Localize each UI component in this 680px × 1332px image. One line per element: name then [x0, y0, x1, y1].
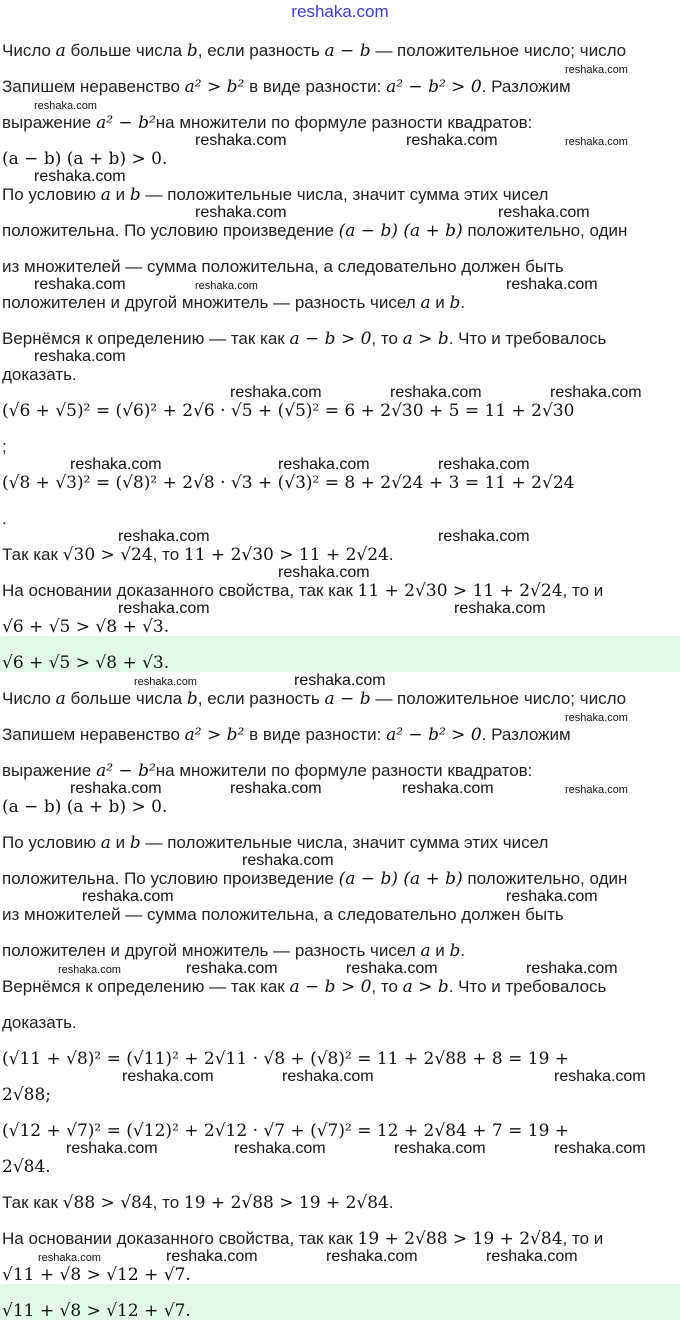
- text-row: [2, 797, 680, 816]
- watermark: reshaka.com: [402, 780, 494, 797]
- math-expression: 2√88;: [2, 1085, 52, 1105]
- math-expression: b: [129, 833, 141, 853]
- watermark: reshaka.com: [82, 888, 174, 905]
- math-expression: a: [55, 41, 66, 61]
- answer-box-2: [0, 1284, 680, 1320]
- math-expression: 2√84.: [2, 1157, 51, 1177]
- watermark: reshaka.com: [195, 204, 287, 221]
- math-expression: (a − b) (a + b): [338, 869, 463, 889]
- watermark: reshaka.com: [326, 1248, 418, 1265]
- math-expression: a² − b² > 0: [386, 77, 482, 97]
- text-segment: доказать.: [2, 1013, 77, 1032]
- text-row: [2, 41, 680, 60]
- watermark: reshaka.com: [390, 384, 482, 401]
- text-line: [0, 1104, 680, 1140]
- watermark: reshaka.com: [34, 348, 126, 365]
- watermark: reshaka.com: [438, 456, 530, 473]
- text-row: [2, 761, 680, 780]
- text-segment: — положительные числа, значит сумма этих чисел: [140, 833, 549, 852]
- text-segment: Вернёмся к определению — так как: [2, 329, 290, 348]
- text-segment: из множителей — сумма положительна, а следовательно должен быть: [2, 905, 564, 924]
- watermark: reshaka.com: [34, 168, 126, 185]
- watermark-row: [2, 384, 680, 401]
- watermark-row: [2, 1248, 680, 1265]
- text-segment: и: [430, 941, 450, 960]
- watermark: reshaka.com: [565, 712, 628, 724]
- watermark: reshaka.com: [394, 1140, 486, 1157]
- watermark-row: [2, 96, 680, 113]
- watermark: reshaka.com: [58, 964, 121, 976]
- text-row: [2, 113, 680, 132]
- answer-row: [2, 653, 680, 672]
- math-expression: a − b: [324, 689, 371, 709]
- text-segment: , то: [152, 1193, 184, 1212]
- text-segment: , то и: [562, 581, 604, 600]
- text-segment: По условию: [2, 833, 101, 852]
- text-segment: По условию: [2, 185, 101, 204]
- watermark-row: [2, 636, 680, 653]
- text-row: [2, 1193, 680, 1212]
- math-expression: a: [55, 689, 66, 709]
- math-expression: (√12 + √7)² = (√12)² + 2√12 · √7 + (√7)² = 12 + 2√84 + 7 = 19 +: [2, 1121, 570, 1141]
- math-expression: √88 > √84: [62, 1193, 153, 1213]
- watermark-row: [2, 24, 680, 41]
- text-line: [0, 456, 680, 492]
- watermark-row: [2, 528, 680, 545]
- text-segment: .: [388, 545, 394, 564]
- text-row: [2, 437, 680, 456]
- text-segment: , если разность: [197, 41, 325, 60]
- answer-text: √6 + √5 > √8 + √3.: [2, 653, 170, 673]
- watermark-row: [2, 1032, 680, 1049]
- text-line: [0, 24, 680, 60]
- watermark-row: [2, 276, 680, 293]
- text-row: [2, 257, 680, 276]
- text-row: [2, 905, 680, 924]
- text-line: [0, 924, 680, 960]
- text-segment: . Что и требовалось: [448, 977, 607, 996]
- math-expression: a: [100, 833, 111, 853]
- text-segment: в виде разности:: [244, 725, 387, 744]
- watermark: reshaka.com: [406, 132, 498, 149]
- solution-section-1: [0, 24, 680, 636]
- watermark: reshaka.com: [134, 676, 197, 688]
- math-expression: b: [129, 185, 141, 205]
- watermark: reshaka.com: [506, 276, 598, 293]
- answer-box-1: [0, 636, 680, 672]
- text-row: [2, 77, 680, 96]
- math-expression: a > b: [402, 329, 449, 349]
- answer-text: √11 + √8 > √12 + √7.: [2, 1301, 191, 1321]
- text-segment: .: [460, 293, 466, 312]
- watermark: reshaka.com: [282, 1068, 374, 1085]
- text-segment: На основании доказанного свойства, так как: [2, 1229, 358, 1248]
- text-segment: и: [110, 185, 130, 204]
- watermark-row: [2, 1104, 680, 1121]
- watermark-row: [2, 744, 680, 761]
- watermark: reshaka.com: [565, 136, 628, 148]
- watermark-row: [2, 924, 680, 941]
- text-segment: положителен и другой множитель — разность чисел: [2, 941, 421, 960]
- watermark: reshaka.com: [346, 960, 438, 977]
- watermark: reshaka.com: [278, 456, 370, 473]
- watermark-row: [2, 960, 680, 977]
- watermark-row: [2, 60, 680, 77]
- text-line: [0, 600, 680, 636]
- math-expression: a² − b² > 0: [386, 725, 482, 745]
- text-row: [2, 1085, 680, 1104]
- text-line: [0, 168, 680, 204]
- text-line: [0, 888, 680, 924]
- watermark-row: [2, 816, 680, 833]
- text-segment: больше числа: [65, 41, 187, 60]
- text-row: [2, 365, 680, 384]
- text-row: [2, 293, 680, 312]
- watermark: reshaka.com: [38, 1252, 101, 1264]
- watermark-row: [2, 672, 680, 689]
- text-segment: положительно, один: [462, 221, 628, 240]
- text-segment: в виде разности:: [244, 77, 387, 96]
- watermark: reshaka.com: [294, 672, 386, 689]
- math-expression: 11 + 2√30 > 11 + 2√24: [183, 545, 389, 565]
- text-segment: Запишем неравенство: [2, 77, 185, 96]
- text-row: [2, 977, 680, 996]
- text-row: [2, 1265, 680, 1284]
- text-segment: и: [430, 293, 450, 312]
- watermark: reshaka.com: [278, 564, 370, 581]
- math-expression: a − b > 0: [289, 329, 372, 349]
- text-segment: положителен и другой множитель — разность чисел: [2, 293, 421, 312]
- math-expression: a² − b²: [96, 761, 156, 781]
- text-line: [0, 384, 680, 420]
- text-line: [0, 348, 680, 384]
- watermark-row: [2, 1212, 680, 1229]
- text-line: [0, 492, 680, 528]
- watermark: reshaka.com: [122, 1068, 214, 1085]
- math-expression: (√8 + √3)² = (√8)² + 2√8 · √3 + (√3)² = 8 + 2√24 + 3 = 11 + 2√24: [2, 473, 575, 493]
- text-line: [0, 780, 680, 816]
- math-expression: a: [420, 293, 431, 313]
- text-segment: выражение: [2, 761, 97, 780]
- site-link[interactable]: reshaka.com: [291, 2, 389, 21]
- watermark-row: [2, 1176, 680, 1193]
- text-line: [0, 960, 680, 996]
- text-segment: больше числа: [65, 689, 187, 708]
- text-segment: Число: [2, 689, 56, 708]
- text-line: [0, 996, 680, 1032]
- text-row: [2, 185, 680, 204]
- text-segment: доказать.: [2, 365, 77, 384]
- text-line: [0, 744, 680, 780]
- text-segment: на множители по формуле разности квадратов:: [155, 761, 533, 780]
- text-segment: и: [110, 833, 130, 852]
- watermark: reshaka.com: [554, 1068, 646, 1085]
- watermark-row: [2, 780, 680, 797]
- watermark-row: [2, 1284, 680, 1301]
- text-line: [0, 1068, 680, 1104]
- watermark-row: [2, 348, 680, 365]
- text-line: [0, 240, 680, 276]
- watermark-row: [2, 852, 680, 869]
- text-segment: Число: [2, 41, 56, 60]
- text-segment: — положительное число; число: [370, 689, 627, 708]
- watermark: reshaka.com: [186, 960, 278, 977]
- text-line: [0, 1248, 680, 1284]
- watermark-row: [2, 1140, 680, 1157]
- text-segment: положительно, один: [462, 869, 628, 888]
- text-line: [0, 420, 680, 456]
- solution-section-2: [0, 672, 680, 1284]
- text-line: [0, 96, 680, 132]
- text-row: [2, 689, 680, 708]
- answer-row: [2, 1301, 680, 1320]
- text-row: [2, 869, 680, 888]
- text-row: [2, 1157, 680, 1176]
- math-expression: a − b > 0: [289, 977, 372, 997]
- text-segment: , если разность: [197, 689, 325, 708]
- math-expression: b: [449, 293, 461, 313]
- text-segment: , то: [152, 545, 184, 564]
- text-segment: , то: [371, 977, 403, 996]
- math-expression: √6 + √5 > √8 + √3.: [2, 617, 170, 637]
- text-line: [0, 528, 680, 564]
- math-expression: a² − b²: [96, 113, 156, 133]
- watermark: reshaka.com: [565, 784, 628, 796]
- text-segment: . Что и требовалось: [448, 329, 607, 348]
- text-line: [0, 816, 680, 852]
- text-row: [2, 581, 680, 600]
- watermark: reshaka.com: [565, 64, 628, 76]
- site-header: [0, 0, 680, 24]
- math-expression: a² > b²: [184, 77, 245, 97]
- math-expression: a: [100, 185, 111, 205]
- watermark: reshaka.com: [526, 960, 618, 977]
- watermark-row: [2, 600, 680, 617]
- watermark-row: [2, 888, 680, 905]
- watermark-row: [2, 204, 680, 221]
- watermark-row: [2, 708, 680, 725]
- text-row: [2, 149, 680, 168]
- text-segment: — положительные числа, значит сумма этих чисел: [140, 185, 549, 204]
- watermark: reshaka.com: [554, 1140, 646, 1157]
- watermark-row: [2, 456, 680, 473]
- text-segment: положительна. По условию произведение: [2, 221, 339, 240]
- text-segment: выражение: [2, 113, 97, 132]
- text-row: [2, 545, 680, 564]
- text-line: [0, 276, 680, 312]
- math-expression: 19 + 2√88 > 19 + 2√84: [183, 1193, 389, 1213]
- text-line: [0, 1212, 680, 1248]
- watermark: reshaka.com: [66, 1140, 158, 1157]
- watermark: reshaka.com: [438, 528, 530, 545]
- watermark-row: [2, 312, 680, 329]
- math-expression: √30 > √24: [62, 545, 153, 565]
- math-expression: a: [420, 941, 431, 961]
- text-segment: .: [460, 941, 466, 960]
- math-expression: b: [186, 41, 198, 61]
- text-segment: На основании доказанного свойства, так как: [2, 581, 358, 600]
- watermark: reshaka.com: [486, 1248, 578, 1265]
- math-expression: 11 + 2√30 > 11 + 2√24: [357, 581, 563, 601]
- watermark: reshaka.com: [550, 384, 642, 401]
- watermark-row: [2, 132, 680, 149]
- watermark: reshaka.com: [234, 1140, 326, 1157]
- watermark: reshaka.com: [70, 456, 162, 473]
- text-row: [2, 1121, 680, 1140]
- text-row: [2, 509, 680, 528]
- watermark: reshaka.com: [230, 384, 322, 401]
- math-expression: a − b: [324, 41, 371, 61]
- text-row: [2, 329, 680, 348]
- text-segment: . Разложим: [481, 77, 571, 96]
- text-segment: , то: [371, 329, 403, 348]
- watermark: reshaka.com: [34, 100, 97, 112]
- text-line: [0, 132, 680, 168]
- text-segment: , то и: [562, 1229, 604, 1248]
- math-expression: (a − b) (a + b) > 0.: [2, 797, 168, 817]
- text-segment: ;: [2, 437, 7, 456]
- text-line: [0, 564, 680, 600]
- math-expression: b: [186, 689, 198, 709]
- text-segment: Запишем неравенство: [2, 725, 185, 744]
- text-row: [2, 833, 680, 852]
- math-expression: √11 + √8 > √12 + √7.: [2, 1265, 191, 1285]
- text-segment: из множителей — сумма положительна, а следовательно должен быть: [2, 257, 564, 276]
- watermark-row: [2, 420, 680, 437]
- text-segment: .: [388, 1193, 394, 1212]
- math-expression: (√11 + √8)² = (√11)² + 2√11 · √8 + (√8)² = 11 + 2√88 + 8 = 19 +: [2, 1049, 570, 1069]
- text-row: [2, 725, 680, 744]
- text-row: [2, 617, 680, 636]
- text-line: [0, 1140, 680, 1176]
- watermark: reshaka.com: [195, 280, 258, 292]
- text-row: [2, 941, 680, 960]
- watermark-row: [2, 240, 680, 257]
- math-expression: (a − b) (a + b) > 0.: [2, 149, 168, 169]
- watermark: reshaka.com: [118, 528, 210, 545]
- text-row: [2, 1049, 680, 1068]
- text-segment: Так как: [2, 545, 63, 564]
- watermark-row: [2, 996, 680, 1013]
- text-line: [0, 1176, 680, 1212]
- text-segment: .: [2, 509, 7, 528]
- text-segment: положительна. По условию произведение: [2, 869, 339, 888]
- watermark: reshaka.com: [166, 1248, 258, 1265]
- text-segment: — положительное число; число: [370, 41, 627, 60]
- watermark-row: [2, 492, 680, 509]
- watermark: reshaka.com: [118, 600, 210, 617]
- text-line: [0, 60, 680, 96]
- watermark: reshaka.com: [506, 888, 598, 905]
- math-expression: b: [449, 941, 461, 961]
- watermark: reshaka.com: [242, 852, 334, 869]
- text-line: [0, 312, 680, 348]
- watermark-row: [2, 168, 680, 185]
- text-segment: Так как: [2, 1193, 63, 1212]
- watermark: reshaka.com: [34, 276, 126, 293]
- text-row: [2, 1229, 680, 1248]
- text-line: [0, 1032, 680, 1068]
- text-row: [2, 473, 680, 492]
- watermark-row: [2, 564, 680, 581]
- text-row: [2, 1013, 680, 1032]
- watermark: reshaka.com: [70, 780, 162, 797]
- watermark: reshaka.com: [454, 600, 546, 617]
- watermark-row: [2, 1068, 680, 1085]
- watermark: reshaka.com: [498, 204, 590, 221]
- math-expression: a² > b²: [184, 725, 245, 745]
- math-expression: (a − b) (a + b): [338, 221, 463, 241]
- math-expression: a > b: [402, 977, 449, 997]
- watermark: reshaka.com: [195, 132, 287, 149]
- text-row: [2, 221, 680, 240]
- text-line: [0, 708, 680, 744]
- math-expression: 19 + 2√88 > 19 + 2√84: [357, 1229, 563, 1249]
- text-line: [0, 852, 680, 888]
- math-expression: (√6 + √5)² = (√6)² + 2√6 · √5 + (√5)² = 6 + 2√30 + 5 = 11 + 2√30: [2, 401, 575, 421]
- text-segment: на множители по формуле разности квадратов:: [155, 113, 533, 132]
- text-segment: Вернёмся к определению — так как: [2, 977, 290, 996]
- text-line: [0, 204, 680, 240]
- watermark: reshaka.com: [230, 780, 322, 797]
- text-row: [2, 401, 680, 420]
- text-segment: . Разложим: [481, 725, 571, 744]
- text-line: [0, 672, 680, 708]
